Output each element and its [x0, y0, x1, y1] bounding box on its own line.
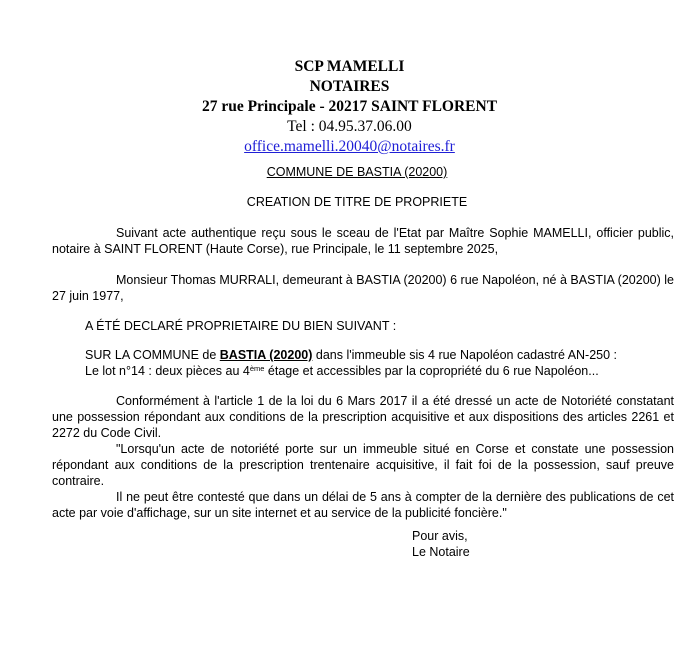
- firm-name: SCP MAMELLI: [294, 58, 405, 75]
- firm-email-link[interactable]: office.mamelli.20040@notaires.fr: [244, 138, 455, 155]
- paragraph-owner: Monsieur Thomas MURRALI, demeurant à BASTIA (20200) 6 rue Napoléon, né à BASTIA (20200) le 27 juin 1977,: [52, 273, 674, 303]
- property-description: [52, 347, 699, 379]
- property-line-2: Le lot n°14 : deux pièces au 4ème étage et accessibles par la copropriété du 6 rue Napoléon...: [85, 364, 599, 378]
- act-title: CREATION DE TITRE DE PROPRIETE: [246, 195, 468, 209]
- paragraph-quote: "Lorsqu'un acte de notoriété porte sur un immeuble situé en Corse et constate une possession répondant aux conditions de la prescription trentenaire acquisitive, il fait foi de la possession, sauf preuve contraire.: [52, 442, 674, 488]
- firm-address: 27 rue Principale - 20217 SAINT FLORENT: [201, 98, 498, 115]
- legal-notice: [52, 393, 674, 521]
- paragraph-law: Conformément à l'article 1 de la loi du 6 Mars 2017 il a été dressé un acte de Notoriété constatant une possession répondant aux conditions de la prescription acquisitive et aux dispositions des articles 2261 et 2272 du Code Civil.: [52, 394, 674, 440]
- paragraph-contest: Il ne peut être contesté que dans un délai de 5 ans à compter de la dernière des publications de cet acte par voie d'affichage, sur un site internet et au service de la publicité foncière.": [52, 490, 674, 520]
- paragraph-intro: Suivant acte authentique reçu sous le sceau de l'Etat par Maître Sophie MAMELLI, officier public, notaire à SAINT FLORENT (Haute Corse), rue Principale, le 11 septembre 2025,: [52, 226, 674, 256]
- letterhead: [0, 57, 699, 157]
- property-line-1: SUR LA COMMUNE de BASTIA (20200) dans l'immeuble sis 4 rue Napoléon cadastré AN-250 :: [85, 348, 618, 362]
- firm-title: NOTAIRES: [309, 78, 390, 95]
- paragraph-declared: A ÉTÉ DECLARÉ PROPRIETAIRE DU BIEN SUIVANT :: [85, 319, 397, 333]
- commune-name: BASTIA (20200): [219, 348, 313, 362]
- commune-heading: COMMUNE DE BASTIA (20200): [266, 165, 448, 179]
- signature-block: [412, 528, 470, 560]
- signature-line-1: Pour avis,: [412, 529, 468, 543]
- signature-line-2: Le Notaire: [412, 545, 470, 559]
- firm-phone: Tel : 04.95.37.06.00: [287, 118, 412, 135]
